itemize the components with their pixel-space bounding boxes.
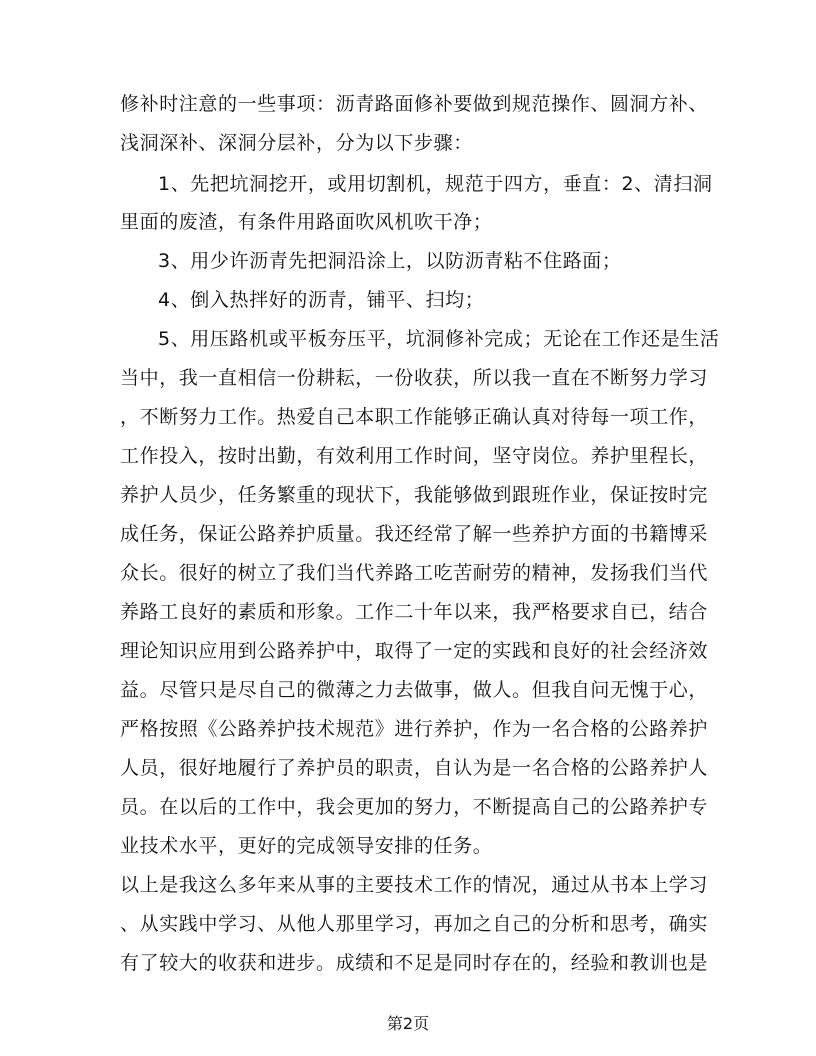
text-line: 人员，很好地履行了养护员的职责，自认为是一名合格的公路养护人 [120,757,709,779]
text-line: 员。在以后的工作中，我会更加的努力，不断提高自己的公路养护专 [120,796,709,818]
text-line: 严格按照《公路养护技术规范》进行养护，作为一名合格的公路养护 [120,718,709,740]
text-line: 1、先把坑洞挖开，或用切割机，规范于四方，垂直：2、清扫洞 [158,173,713,195]
text-line: 养护人员少，任务繁重的现状下，我能够做到跟班作业，保证按时完 [120,484,709,506]
text-line: 以上是我这么多年来从事的主要技术工作的情况，通过从书本上学习 [120,874,709,896]
text-line: 5、用压路机或平板夯压平，坑洞修补完成；无论在工作还是生活 [158,328,720,350]
text-line: 理论知识应用到公路养护中，取得了一定的实践和良好的社会经济效 [120,640,709,662]
text-line: 、从实践中学习、从他人那里学习，再加之自己的分析和思考，确实 [120,913,709,935]
text-line: 里面的废渣，有条件用路面吹风机吹干净； [120,211,493,233]
text-line: 业技术水平，更好的完成领导安排的任务。 [120,835,493,857]
text-line: ，不断努力工作。热爱自己本职工作能够正确认真对待每一项工作， [120,406,709,428]
text-line: 养路工良好的素质和形象。工作二十年以来，我严格要求自已，结合 [120,601,709,623]
text-line: 益。尽管只是尽自己的微薄之力去做事，做人。但我自问无愧于心， [120,679,709,701]
text-line: 当中，我一直相信一份耕耘，一份收获，所以我一直在不断努力学习 [120,367,709,389]
text-line: 有了较大的收获和进步。成绩和不足是同时存在的，经验和教训也是 [120,952,709,974]
text-line: 浅洞深补、深洞分层补，分为以下步骤： [120,132,473,154]
text-line: 工作投入，按时出勤，有效利用工作时间，坚守岗位。养护里程长， [120,445,709,467]
page-number: 第2页 [386,1014,430,1033]
text-line: 4、倒入热拌好的沥青，铺平、扫均； [158,289,485,311]
text-line: 3、用少许沥青先把洞沿涂上，以防沥青粘不住路面； [158,250,622,272]
text-line: 成任务，保证公路养护质量。我还经常了解一些养护方面的书籍博采 [120,523,709,545]
text-line: 众长。很好的树立了我们当代养路工吃苦耐劳的精神，发扬我们当代 [120,562,709,584]
text-line: 修补时注意的一些事项：沥青路面修补要做到规范操作、圆洞方补、 [120,93,709,115]
